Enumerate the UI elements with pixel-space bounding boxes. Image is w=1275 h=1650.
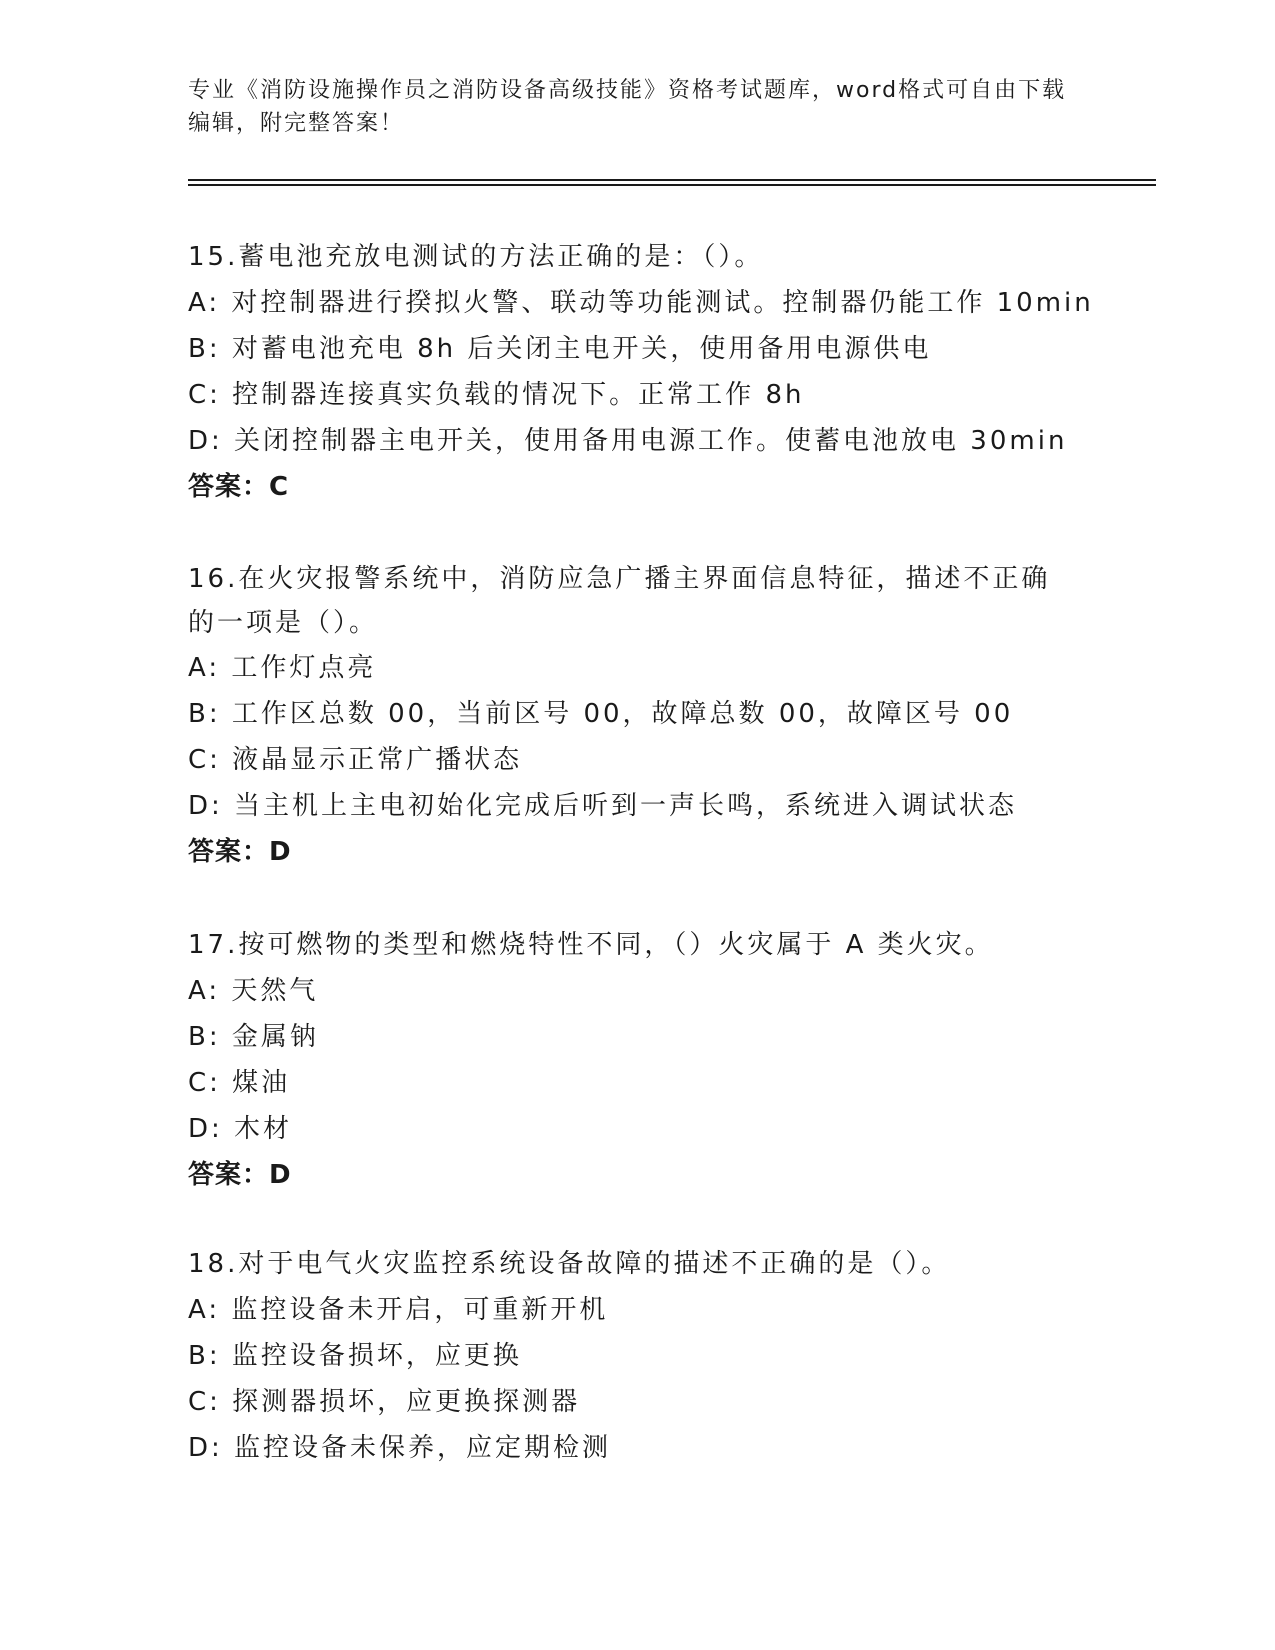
question-stem: 15.蓄电池充放电测试的方法正确的是：（）。 <box>188 242 764 272</box>
question-stem: 16.在火灾报警系统中，消防应急广播主界面信息特征，描述不正确的一项是（）。 <box>188 564 1051 638</box>
question-17 <box>188 922 1088 1198</box>
option-b: B: 对蓄电池充电 8h 后关闭主电开关，使用备用电源供电 <box>188 334 932 364</box>
question-stem: 18.对于电气火灾监控系统设备故障的描述不正确的是（）。 <box>188 1249 951 1279</box>
option-d: D: 木材 <box>188 1114 293 1144</box>
header-divider-top <box>188 179 1156 181</box>
option-a: A: 对控制器进行揆拟火警、联动等功能测试。控制器仍能工作 10min <box>188 288 1094 318</box>
option-a: A: 工作灯点亮 <box>188 653 377 683</box>
option-b: B: 工作区总数 00，当前区号 00，故障总数 00，故障区号 00 <box>188 699 1014 729</box>
option-c: C: 液晶显示正常广播状态 <box>188 745 523 775</box>
question-stem: 17.按可燃物的类型和燃烧特性不同，（）火灾属于 A 类火灾。 <box>188 930 994 960</box>
option-c: C: 控制器连接真实负载的情况下。正常工作 8h <box>188 380 805 410</box>
question-18 <box>188 1241 1088 1471</box>
option-b: B: 监控设备损坏，应更换 <box>188 1341 522 1371</box>
option-c: C: 煤油 <box>188 1068 291 1098</box>
document-intro: 专业《消防设施操作员之消防设备高级技能》资格考试题库，word格式可自由下载编辑，附完整答案！ <box>188 78 1067 136</box>
question-16 <box>188 557 1088 875</box>
option-c: C: 探测器损坏，应更换探测器 <box>188 1387 581 1417</box>
option-a: A: 监控设备未开启，可重新开机 <box>188 1295 609 1325</box>
answer-label: 答案：C <box>188 472 290 502</box>
option-d: D: 关闭控制器主电开关，使用备用电源工作。使蓄电池放电 30min <box>188 426 1068 456</box>
answer-label: 答案：D <box>188 1160 292 1190</box>
option-b: B: 金属钠 <box>188 1022 319 1052</box>
option-a: A: 天然气 <box>188 976 319 1006</box>
option-d: D: 当主机上主电初始化完成后听到一声长鸣，系统进入调试状态 <box>188 791 1018 821</box>
header-divider-bottom <box>188 184 1156 186</box>
option-d: D: 监控设备未保养，应定期检测 <box>188 1433 612 1463</box>
question-15 <box>188 234 1094 510</box>
answer-label: 答案：D <box>188 837 292 867</box>
